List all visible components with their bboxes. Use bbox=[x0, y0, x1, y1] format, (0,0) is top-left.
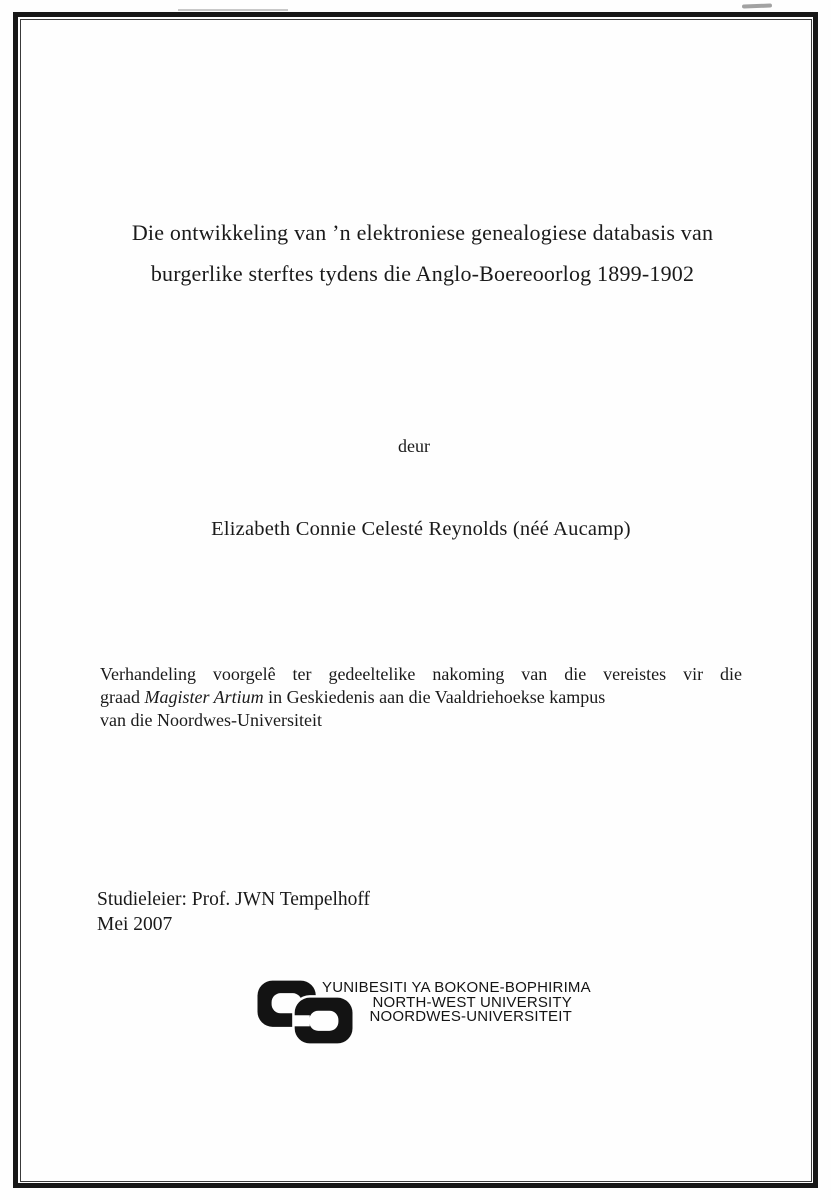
logo-line-english: NORTH-WEST UNIVERSITY bbox=[372, 993, 572, 1011]
submission-line-1: Verhandeling voorgelê ter gedeeltelike nakoming van die vereistes vir die bbox=[100, 664, 742, 684]
date-line: Mei 2007 bbox=[97, 913, 173, 935]
submission-line-2 bbox=[100, 686, 742, 709]
submission-line-2-pre: graad bbox=[100, 687, 145, 707]
thesis-title bbox=[62, 212, 783, 294]
degree-name: Magister Artium bbox=[144, 687, 264, 707]
logo-line-setswana: YUNIBESITI YA BOKONE-BOPHIRIMA bbox=[322, 979, 591, 996]
scan-artifact bbox=[742, 3, 772, 8]
logo-line-afrikaans: NOORDWES-UNIVERSITEIT bbox=[369, 1008, 572, 1026]
imprint bbox=[97, 888, 370, 937]
submission-line-2-post: in Geskiedenis aan die Vaaldriehoekse kampus bbox=[263, 687, 606, 707]
university-logo bbox=[257, 978, 591, 1048]
author-name: Elizabeth Connie Celesté Reynolds (néé Aucamp) bbox=[211, 518, 631, 540]
supervisor-line: Studieleier: Prof. JWN Tempelhoff bbox=[97, 889, 371, 910]
submission-line-3: van die Noordwes-Universiteit bbox=[100, 710, 322, 730]
byline-preposition: deur bbox=[398, 436, 430, 456]
scan-artifact bbox=[178, 9, 288, 11]
submission-statement bbox=[100, 663, 742, 732]
university-logo-text bbox=[322, 979, 591, 1026]
title-line-1: Die ontwikkeling van ’n elektroniese genealogiese databasis van bbox=[131, 220, 714, 245]
title-line-2: burgerlike sterftes tydens die Anglo-Boereoorlog 1899-1902 bbox=[150, 261, 695, 286]
